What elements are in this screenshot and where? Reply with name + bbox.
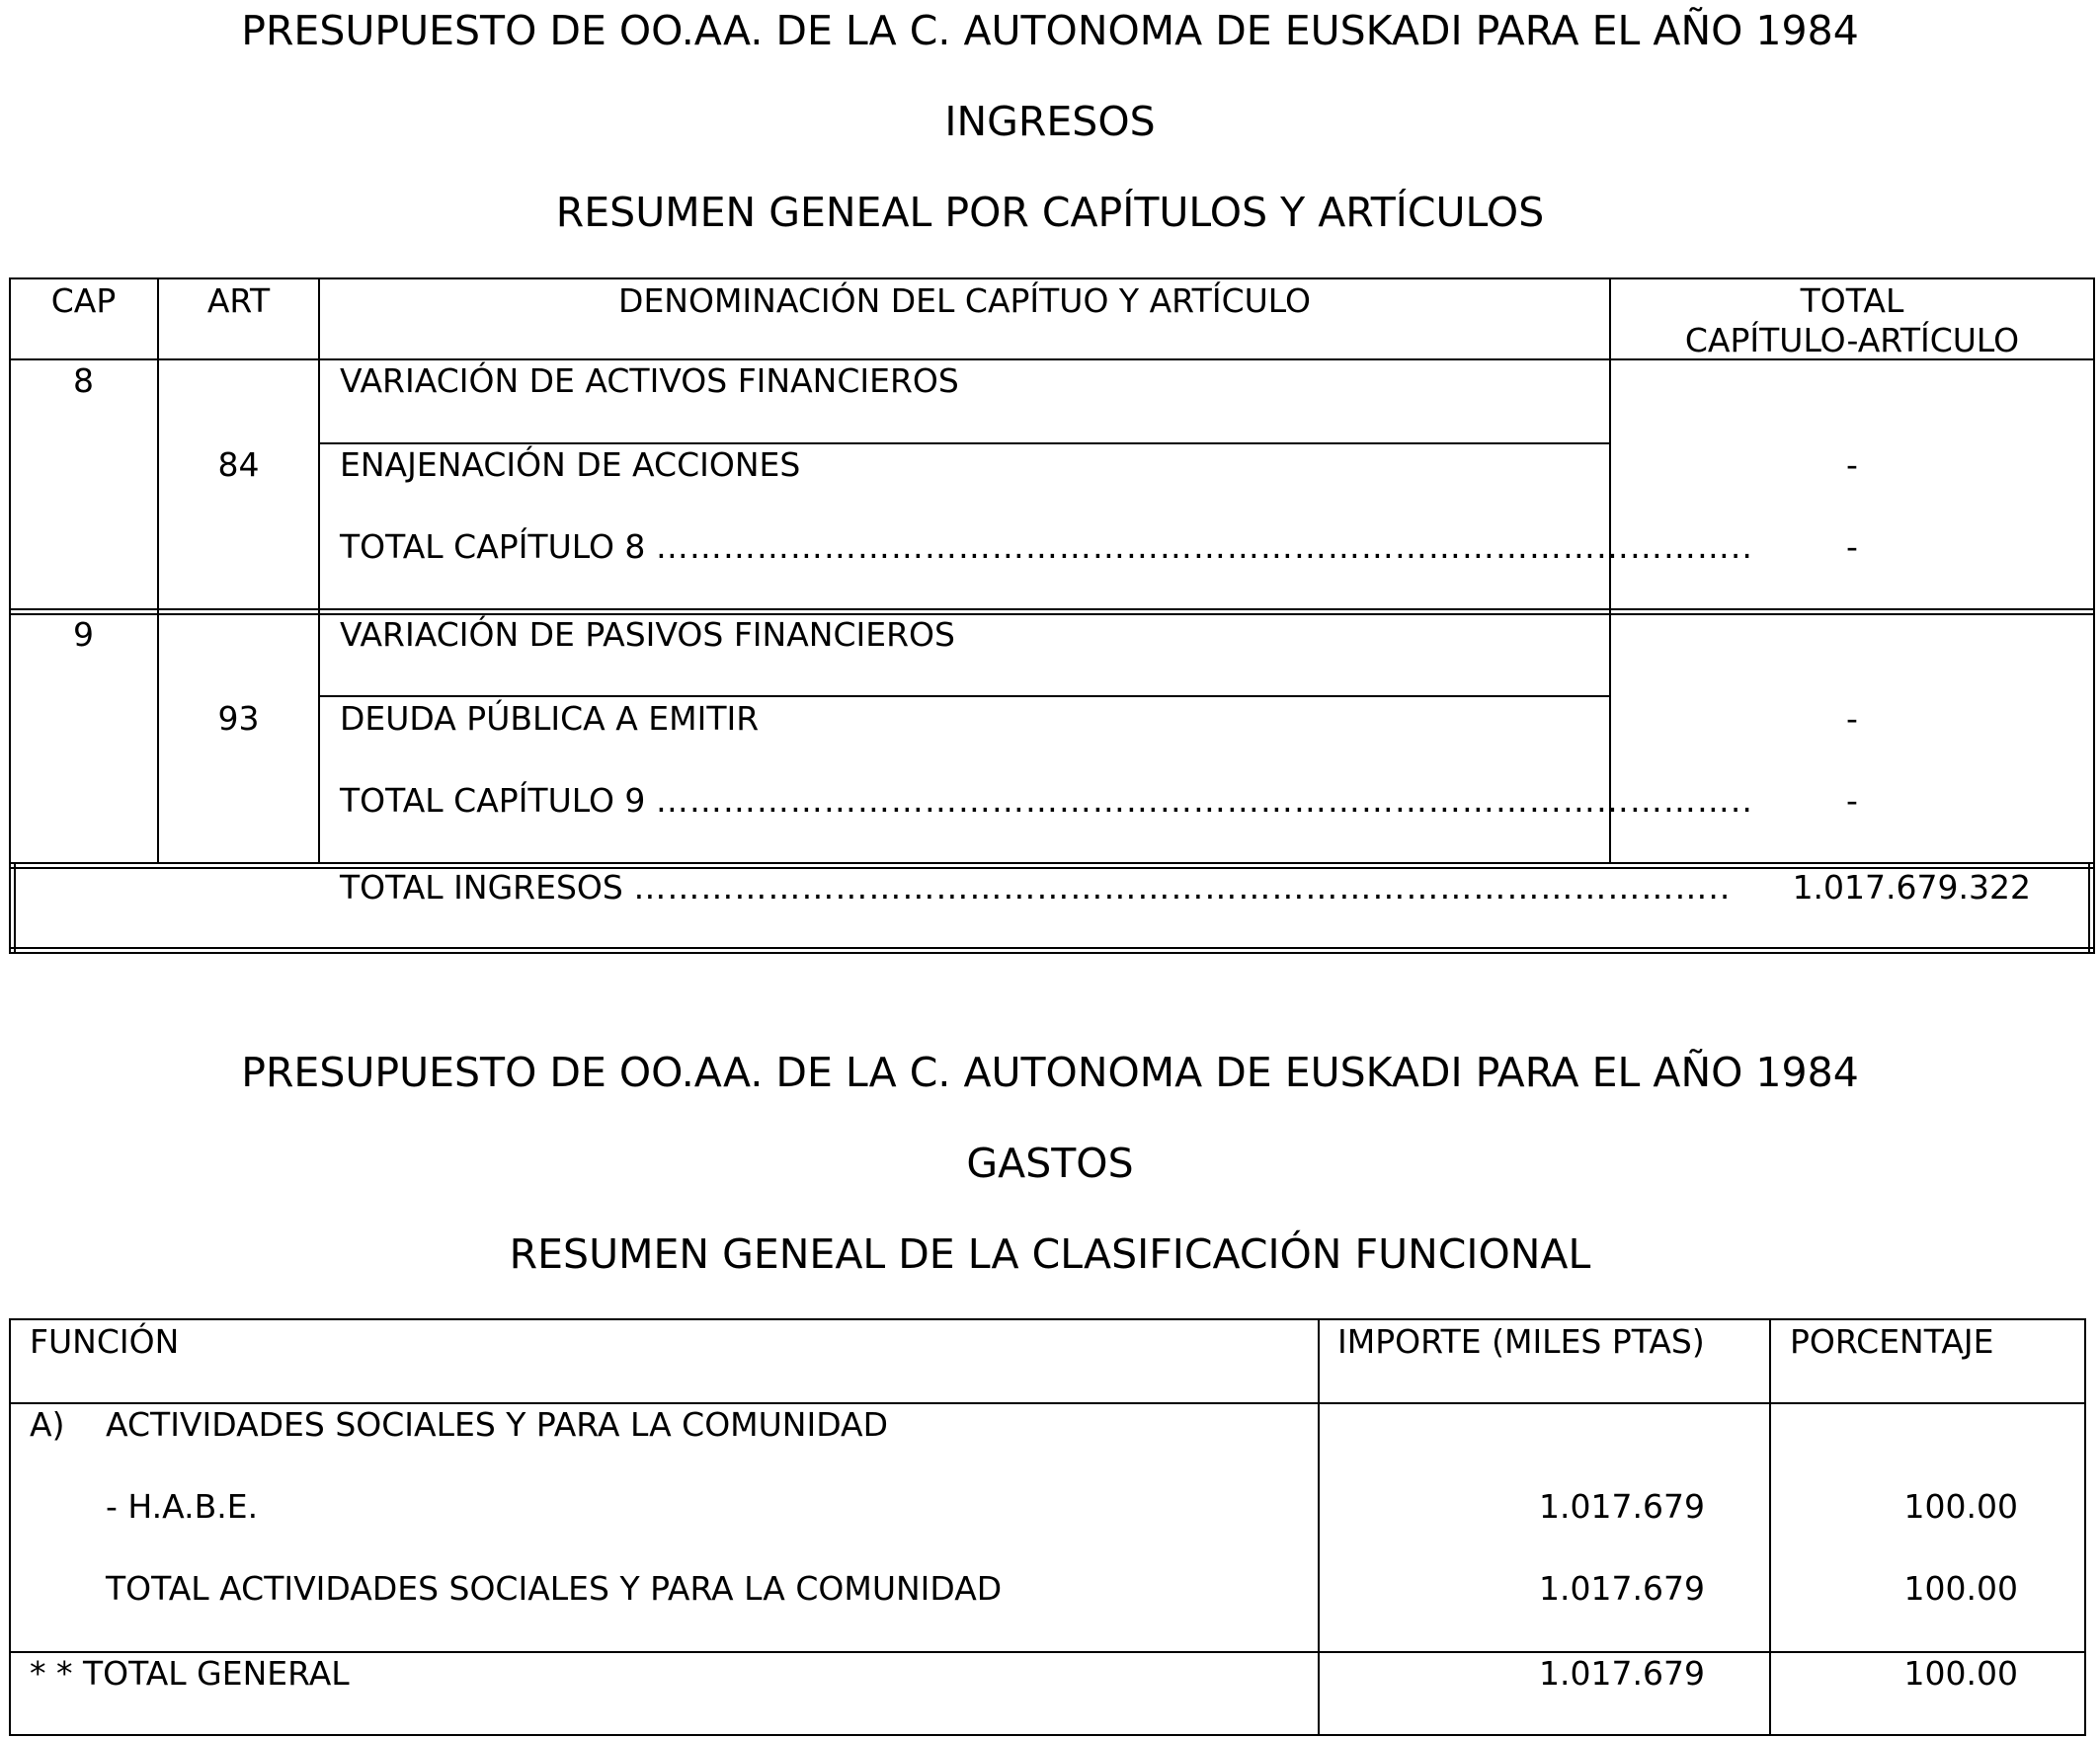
table-border-right xyxy=(2084,1318,2086,1736)
ingresos-document-title: PRESUPUESTO DE OO.AA. DE LA C. AUTONOMA DE EUSKADI PARA EL AÑO 1984 xyxy=(241,7,1859,54)
total-ingresos-label: TOTAL INGRESOS …………………………………………………………………………………….. xyxy=(340,868,1732,907)
article-93-total: - xyxy=(1846,699,1858,738)
table-border-right xyxy=(2093,277,2095,954)
group-total-importe: 1.017.679 xyxy=(1539,1569,1705,1608)
gastos-subtitle: GASTOS xyxy=(966,1140,1134,1187)
row-divider xyxy=(319,442,1610,444)
total-box-top xyxy=(9,862,2095,864)
group-divider xyxy=(9,1651,2086,1653)
header-divider xyxy=(9,1402,2086,1404)
chapter-8-total-value: - xyxy=(1846,527,1858,566)
gastos-summary-title: RESUMEN GENEAL DE LA CLASIFICACIÓN FUNCIONAL xyxy=(509,1230,1591,1278)
table-border-bottom xyxy=(9,1734,2086,1736)
total-box-right-inner xyxy=(2088,862,2090,953)
header-cap: CAP xyxy=(50,281,117,320)
article-84-total: - xyxy=(1846,445,1858,484)
col-divider-cap xyxy=(157,277,159,864)
total-general-label: * * TOTAL GENERAL xyxy=(30,1654,350,1693)
chapter-8-total-label: TOTAL CAPÍTULO 8 …………………………………………………………………………………….. xyxy=(340,527,1753,566)
header-porcentaje: PORCENTAJE xyxy=(1790,1322,1994,1361)
article-93-name: DEUDA PÚBLICA A EMITIR xyxy=(340,699,760,738)
table-border-top xyxy=(9,1318,2086,1320)
col-divider-art xyxy=(318,277,320,864)
group-total-porcentaje: 100.00 xyxy=(1903,1569,2018,1608)
chapter-divider xyxy=(9,608,2095,610)
header-total-line2: CAPÍTULO-ARTÍCULO xyxy=(1684,321,2020,359)
chapter-9-name: VARIACIÓN DE PASIVOS FINANCIEROS xyxy=(340,615,955,654)
gastos-document-title: PRESUPUESTO DE OO.AA. DE LA C. AUTONOMA DE EUSKADI PARA EL AÑO 1984 xyxy=(241,1049,1859,1096)
item-habe-importe: 1.017.679 xyxy=(1539,1487,1705,1526)
total-box-bottom xyxy=(9,952,2095,954)
header-importe: IMPORTE (MILES PTAS) xyxy=(1337,1322,1705,1361)
leader-dots: …………………………………………………………………………………….. xyxy=(655,527,1753,566)
ingresos-summary-title: RESUMEN GENEAL POR CAPÍTULOS Y ARTÍCULOS xyxy=(555,189,1545,236)
chapter-9-total-value: - xyxy=(1846,781,1858,820)
col-divider-denominacion xyxy=(1609,277,1611,864)
total-general-porcentaje: 100.00 xyxy=(1903,1654,2018,1693)
article-84-code: 84 xyxy=(217,445,260,484)
col-divider-funcion xyxy=(1318,1318,1320,1736)
header-art: ART xyxy=(206,281,271,320)
chapter-9-total-label: TOTAL CAPÍTULO 9 …………………………………………………………………………………….. xyxy=(340,781,1753,820)
ingresos-subtitle: INGRESOS xyxy=(944,98,1156,145)
group-total-label: TOTAL ACTIVIDADES SOCIALES Y PARA LA COMUNIDAD xyxy=(106,1569,1003,1608)
total-ingresos-value: 1.017.679.322 xyxy=(1792,868,2031,907)
item-habe-porcentaje: 100.00 xyxy=(1903,1487,2018,1526)
table-border-top xyxy=(9,277,2095,279)
article-84-name: ENAJENACIÓN DE ACCIONES xyxy=(340,445,801,484)
leader-dots: …………………………………………………………………………………….. xyxy=(633,868,1732,907)
chapter-8-cap: 8 xyxy=(73,361,94,400)
header-total-line1: TOTAL xyxy=(1800,281,1904,320)
item-habe-name: - H.A.B.E. xyxy=(106,1487,259,1526)
group-letter: A) xyxy=(30,1405,65,1444)
total-box-bottom-inner xyxy=(9,947,2095,949)
col-divider-importe xyxy=(1769,1318,1771,1736)
article-93-code: 93 xyxy=(217,699,260,738)
header-funcion: FUNCIÓN xyxy=(30,1322,180,1361)
group-name: ACTIVIDADES SOCIALES Y PARA LA COMUNIDAD xyxy=(106,1405,889,1444)
chapter-8-name: VARIACIÓN DE ACTIVOS FINANCIEROS xyxy=(340,361,959,400)
total-box-left-inner xyxy=(14,862,16,953)
table-border-left xyxy=(9,1318,11,1736)
row-divider xyxy=(319,695,1610,697)
chapter-9-cap: 9 xyxy=(73,615,94,654)
chapter-divider-double xyxy=(9,613,2095,615)
header-denominacion: DENOMINACIÓN DEL CAPÍTUO Y ARTÍCULO xyxy=(618,281,1311,320)
total-general-importe: 1.017.679 xyxy=(1539,1654,1705,1693)
leader-dots: …………………………………………………………………………………….. xyxy=(655,781,1753,820)
